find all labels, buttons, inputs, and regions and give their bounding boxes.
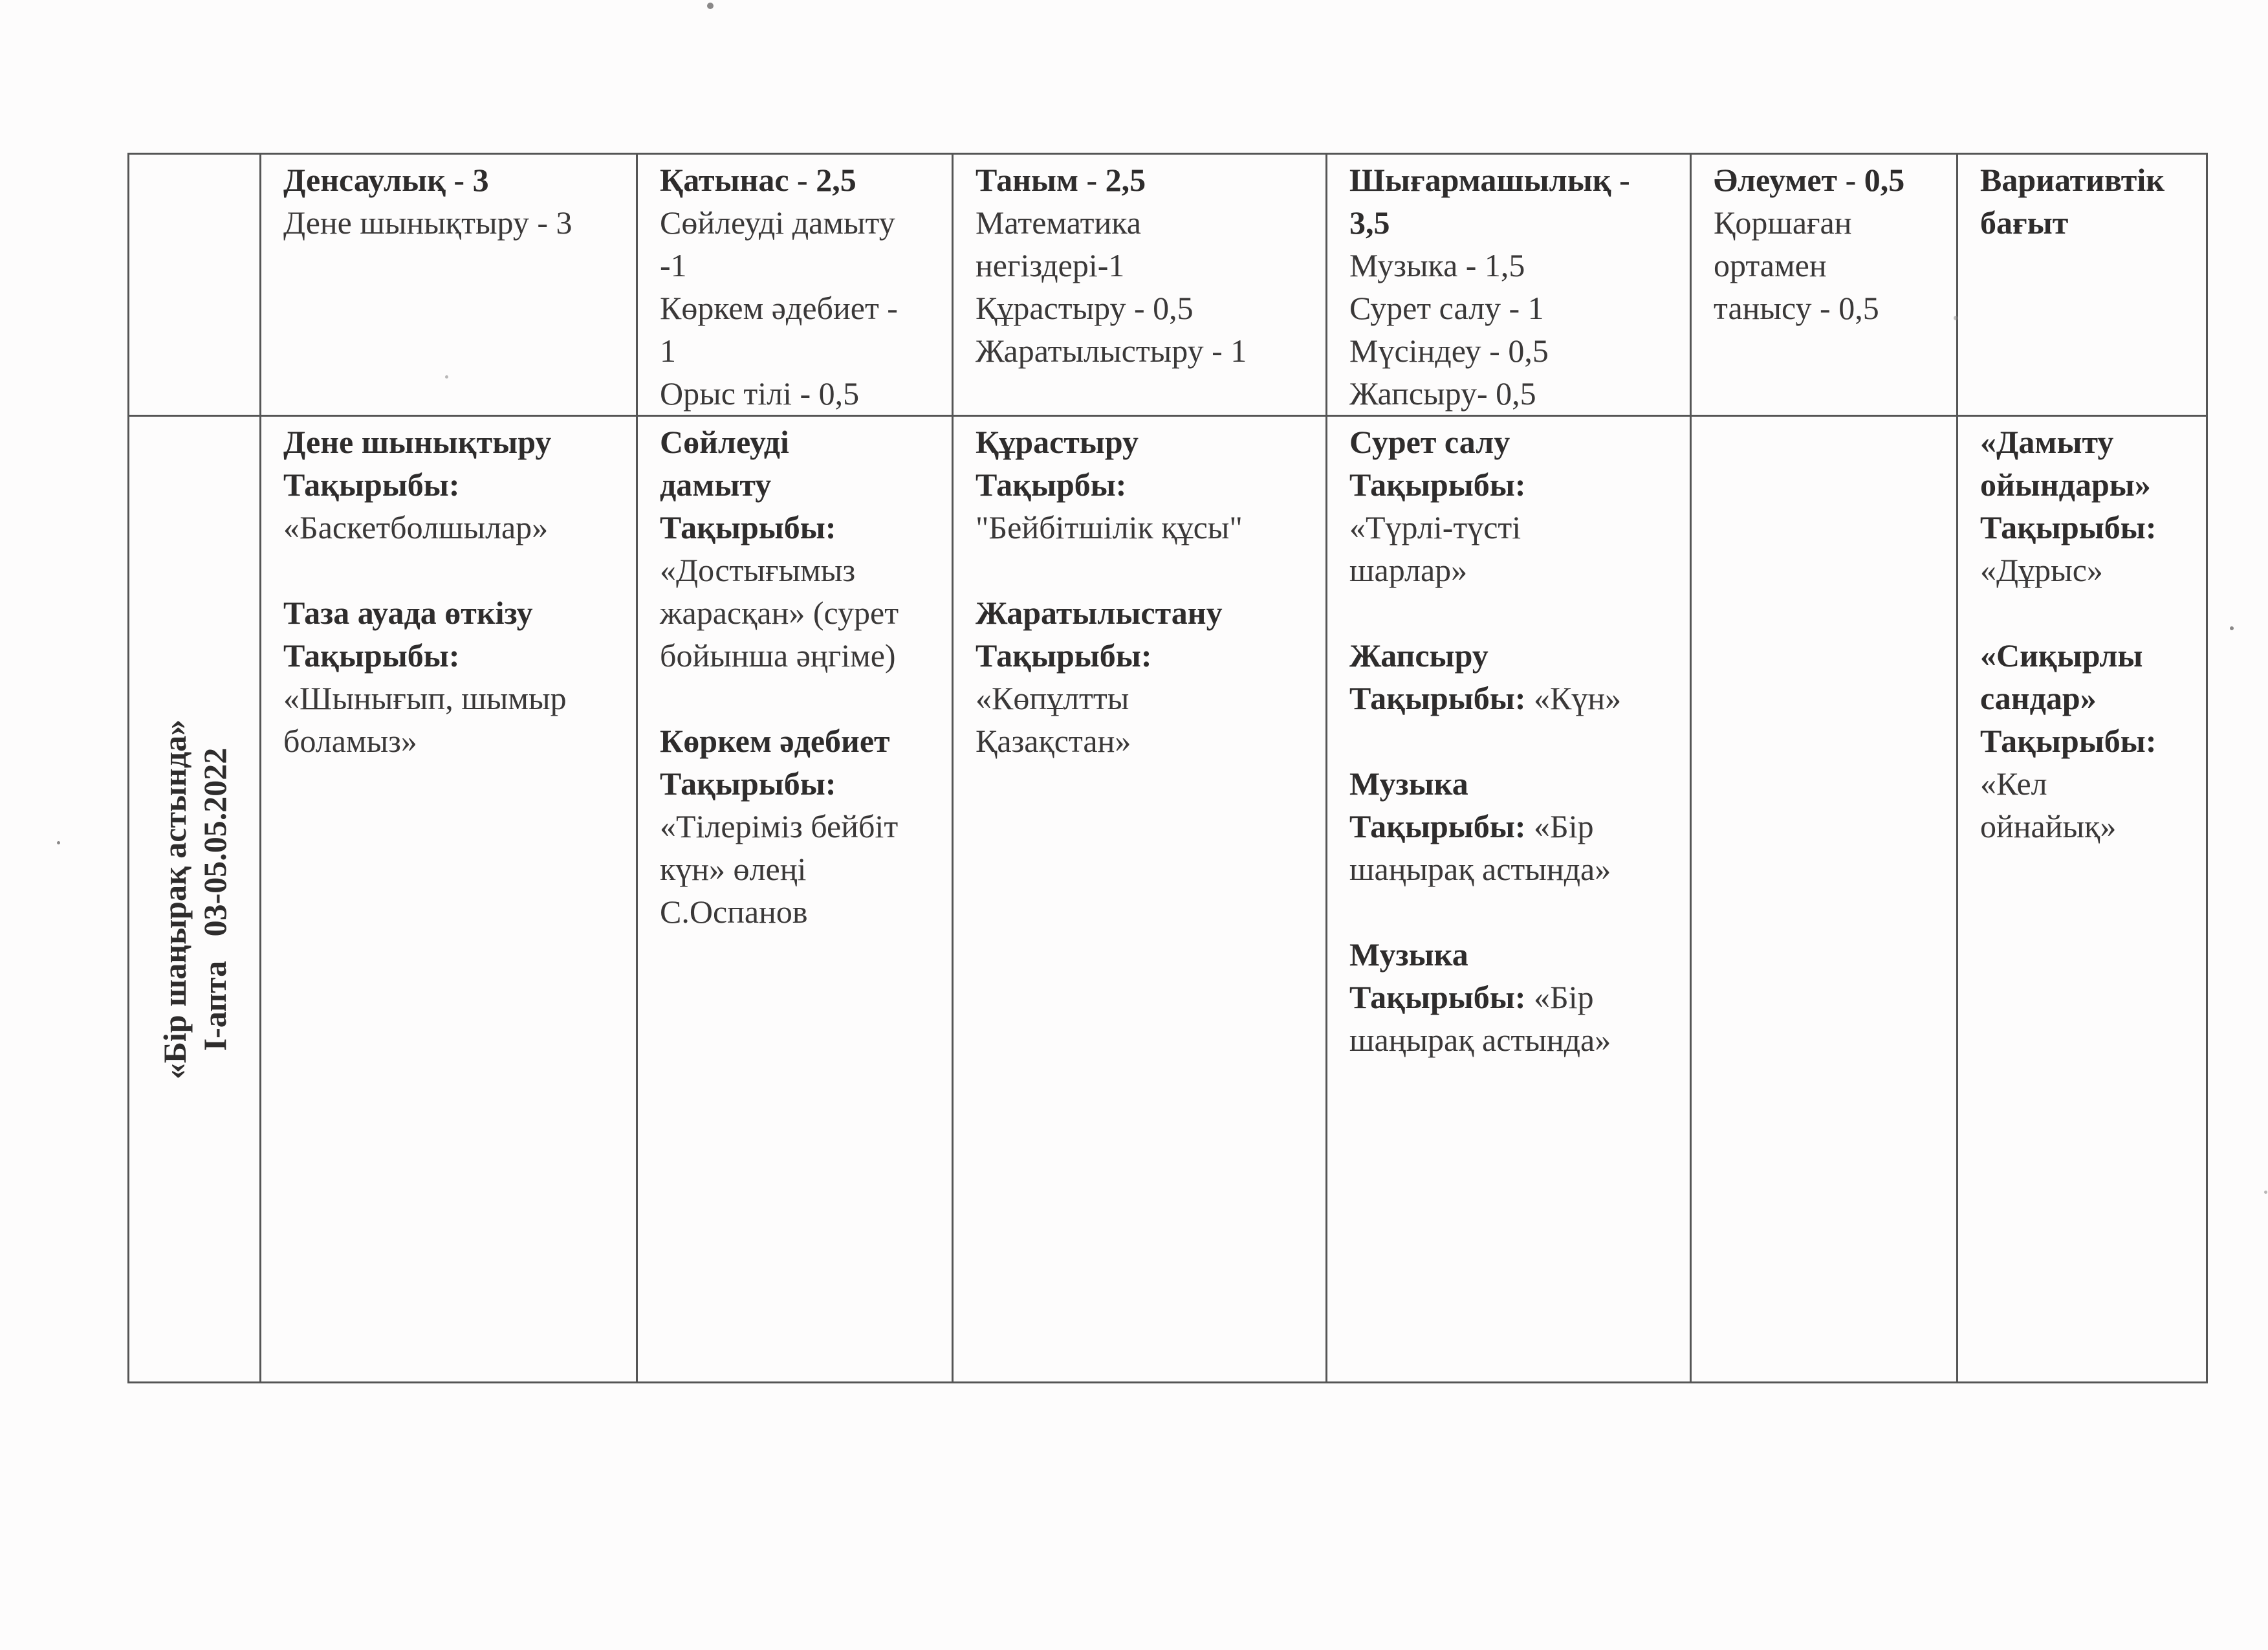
header-aleumet-line: танысу - 0,5 bbox=[1714, 290, 1879, 326]
subject-title: Сурет салу bbox=[1349, 424, 1510, 460]
header-shygarmashylyk-line: Музыка - 1,5 bbox=[1349, 247, 1525, 283]
topic-text: «Күн» bbox=[1534, 680, 1622, 716]
subject-title: Жаратылыстану bbox=[976, 595, 1223, 631]
topic-text: С.Оспанов bbox=[660, 894, 808, 930]
week-row bbox=[129, 416, 2207, 1383]
scan-speck bbox=[445, 375, 448, 379]
topic-text: «Бір bbox=[1534, 808, 1594, 844]
header-katynas-line: Орыс тілі - 0,5 bbox=[660, 375, 860, 412]
topic-text: күн» өлеңі bbox=[660, 851, 807, 887]
header-densaulyk bbox=[261, 154, 637, 416]
scan-speck bbox=[707, 3, 714, 9]
subject-title: «Сиқырлы bbox=[1980, 637, 2143, 674]
topic-text: «Баскетболшылар» bbox=[283, 509, 549, 545]
week-dates: І-апта 03-05.05.2022 bbox=[196, 747, 233, 1051]
header-densaulyk-title: Денсаулық - 3 bbox=[283, 162, 489, 198]
header-tanym-line: Құрастыру - 0,5 bbox=[976, 290, 1194, 326]
topic-text: шаңырақ астында» bbox=[1349, 851, 1611, 887]
topic-text: бойынша әңгіме) bbox=[660, 637, 896, 674]
topic-label: Тақырыбы: bbox=[1980, 509, 2157, 545]
topic-label: Тақырыбы: bbox=[1349, 979, 1526, 1015]
curriculum-table bbox=[127, 153, 2208, 1383]
header-tanym-title: Таным - 2,5 bbox=[976, 162, 1146, 198]
week-label bbox=[155, 719, 235, 1079]
subject-title: Музыка bbox=[1349, 936, 1468, 973]
topic-label: Тақырыбы: bbox=[660, 509, 836, 545]
header-shygarmashylyk-title: Шығармашылық - bbox=[1349, 162, 1630, 198]
header-aleumet-line: Қоршаған bbox=[1714, 204, 1852, 241]
scan-speck bbox=[57, 841, 60, 844]
topic-line bbox=[1349, 805, 1678, 848]
header-katynas bbox=[637, 154, 953, 416]
subject-title: «Дамыту bbox=[1980, 424, 2114, 460]
topic-line bbox=[1349, 677, 1678, 720]
topic-label: Тақырыбы: bbox=[283, 637, 460, 674]
header-aleumet bbox=[1691, 154, 1957, 416]
header-variativ-title: Вариативтік bbox=[1980, 162, 2165, 198]
subject-title: Музыка bbox=[1349, 765, 1468, 802]
topic-text: «Тілеріміз бейбіт bbox=[660, 808, 899, 844]
body-densaulyk bbox=[261, 416, 637, 1383]
subject-title: Дене шынықтыру bbox=[283, 424, 552, 460]
body-katynas bbox=[637, 416, 953, 1383]
subject-title: Құрастыру bbox=[976, 424, 1139, 460]
topic-text: ойнайық» bbox=[1980, 808, 2117, 844]
topic-label: Тақырыбы: bbox=[1349, 467, 1526, 503]
topic-text: «Түрлі-түсті bbox=[1349, 509, 1521, 545]
header-tanym bbox=[953, 154, 1327, 416]
subject-title: сандар» bbox=[1980, 680, 2097, 716]
topic-label: Тақырбы: bbox=[976, 467, 1127, 503]
topic-text: «Шынығып, шымыр bbox=[283, 680, 567, 716]
header-shygarmashylyk-line: Жапсыру- 0,5 bbox=[1349, 375, 1536, 412]
subject-title: ойындары» bbox=[1980, 467, 2151, 503]
scan-speck bbox=[2264, 1191, 2267, 1194]
subject-title: Көркем әдебиет bbox=[660, 723, 890, 759]
header-shygarmashylyk-line: Сурет салу - 1 bbox=[1349, 290, 1544, 326]
topic-text: «Дұрыс» bbox=[1980, 552, 2103, 588]
body-aleumet bbox=[1691, 416, 1957, 1383]
topic-text: шарлар» bbox=[1349, 552, 1468, 588]
header-corner-cell bbox=[129, 154, 261, 416]
topic-text: «Көпұлтты bbox=[976, 680, 1129, 716]
scan-speck bbox=[2230, 626, 2234, 630]
topic-text: «Кел bbox=[1980, 765, 2047, 802]
header-tanym-line: Математика bbox=[976, 204, 1141, 241]
topic-label: Тақырыбы: bbox=[1980, 723, 2157, 759]
header-variativ bbox=[1957, 154, 2207, 416]
header-tanym-line: негіздері-1 bbox=[976, 247, 1125, 283]
topic-label: Тақырыбы: bbox=[1349, 680, 1526, 716]
scan-speck bbox=[1954, 316, 1958, 320]
topic-text: "Бейбітшілік құсы" bbox=[976, 509, 1243, 545]
header-densaulyk-line: Дене шынықтыру - 3 bbox=[283, 204, 572, 241]
topic-line bbox=[1349, 976, 1678, 1018]
header-tanym-line: Жаратылыстыру - 1 bbox=[976, 333, 1247, 369]
body-shygarmashylyk bbox=[1327, 416, 1691, 1383]
week-label-cell bbox=[129, 416, 261, 1383]
body-variativ bbox=[1957, 416, 2207, 1383]
header-katynas-line: 1 bbox=[660, 333, 676, 369]
header-katynas-line: -1 bbox=[660, 247, 687, 283]
header-shygarmashylyk-line: Мүсіндеу - 0,5 bbox=[1349, 333, 1549, 369]
header-katynas-line: Сөйлеуді дамыту bbox=[660, 204, 895, 241]
topic-label: Тақырыбы: bbox=[1349, 808, 1526, 844]
subject-title: Жапсыру bbox=[1349, 637, 1488, 674]
topic-text: «Бір bbox=[1534, 979, 1594, 1015]
topic-label: Тақырыбы: bbox=[283, 467, 460, 503]
header-row bbox=[129, 154, 2207, 416]
header-aleumet-line: ортамен bbox=[1714, 247, 1827, 283]
subject-title: дамыту bbox=[660, 467, 772, 503]
header-aleumet-title: Әлеумет - 0,5 bbox=[1714, 162, 1905, 198]
header-variativ-title: бағыт bbox=[1980, 204, 2069, 241]
header-shygarmashylyk-title: 3,5 bbox=[1349, 204, 1390, 241]
topic-text: Қазақстан» bbox=[976, 723, 1131, 759]
header-katynas-line: Көркем әдебиет - bbox=[660, 290, 898, 326]
subject-title: Сөйлеуді bbox=[660, 424, 789, 460]
header-katynas-title: Қатынас - 2,5 bbox=[660, 162, 856, 198]
topic-text: боламыз» bbox=[283, 723, 417, 759]
week-theme: «Бір шаңырақ астында» bbox=[156, 719, 193, 1079]
header-shygarmashylyk bbox=[1327, 154, 1691, 416]
topic-text: «Достығымыз bbox=[660, 552, 856, 588]
topic-label: Тақырыбы: bbox=[660, 765, 836, 802]
body-tanym bbox=[953, 416, 1327, 1383]
topic-text: шаңырақ астында» bbox=[1349, 1022, 1611, 1058]
topic-text: жарасқан» (сурет bbox=[660, 595, 899, 631]
topic-label: Тақырыбы: bbox=[976, 637, 1152, 674]
subject-title: Таза ауада өткізу bbox=[283, 595, 533, 631]
